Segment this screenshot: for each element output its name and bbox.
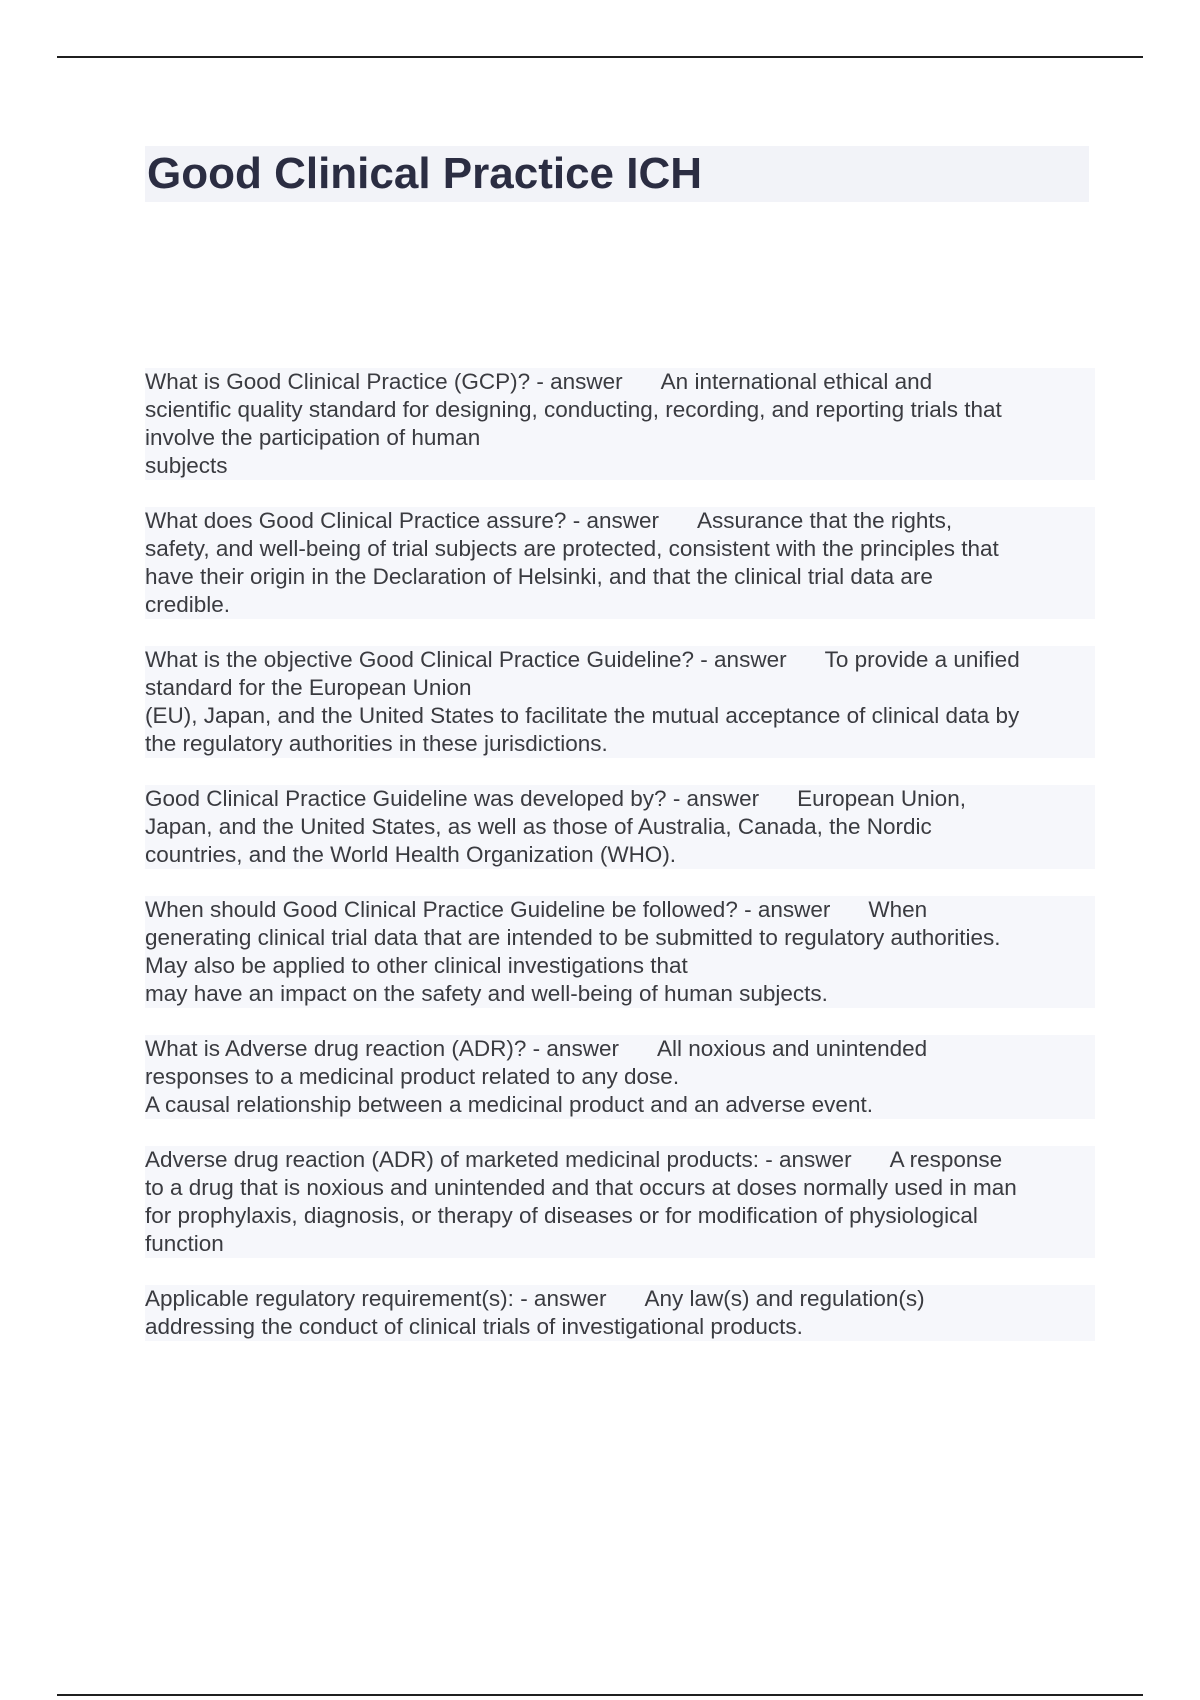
answer-line: have their origin in the Declaration of Helsinki, and that the clinical trial data are	[145, 564, 933, 589]
answer-text: To provide a unified	[824, 647, 1020, 672]
answer-line: (EU), Japan, and the United States to facilitate the mutual acceptance of clinical data by	[145, 703, 1020, 728]
qa-first-line	[145, 368, 1095, 396]
title-banner	[145, 146, 1089, 202]
answer-separator: - answer	[532, 1036, 619, 1061]
qa-entry	[145, 1285, 1095, 1341]
answer-text: An international ethical and	[660, 369, 933, 394]
answer-separator: - answer	[572, 508, 659, 533]
answer-line: May also be applied to other clinical investigations that	[145, 953, 688, 978]
qa-entry	[145, 896, 1095, 1008]
answer-text: A response	[889, 1147, 1003, 1172]
answer-text: When	[868, 897, 928, 922]
qa-entry	[145, 646, 1095, 758]
qa-entry	[145, 785, 1095, 869]
qa-first-line	[145, 1285, 1095, 1313]
question-text: Good Clinical Practice Guideline was developed by?	[145, 786, 667, 811]
answer-separator: - answer	[765, 1147, 852, 1172]
answer-text: All noxious and unintended	[656, 1036, 928, 1061]
answer-line: credible.	[145, 592, 231, 617]
qa-first-line	[145, 896, 1095, 924]
question-text: What is Good Clinical Practice (GCP)?	[145, 369, 531, 394]
top-rule	[57, 56, 1143, 58]
answer-separator: - answer	[536, 369, 623, 394]
answer-text: Any law(s) and regulation(s)	[644, 1286, 925, 1311]
qa-list	[145, 368, 1095, 1368]
answer-line: subjects	[145, 453, 228, 478]
answer-line: Japan, and the United States, as well as those of Australia, Canada, the Nordic	[145, 814, 932, 839]
answer-line: generating clinical trial data that are intended to be submitted to regulatory authorities.	[145, 925, 1001, 950]
qa-entry	[145, 368, 1095, 480]
answer-text: Assurance that the rights,	[697, 508, 953, 533]
qa-first-line	[145, 646, 1095, 674]
qa-first-line	[145, 507, 1095, 535]
question-text: When should Good Clinical Practice Guideline be followed?	[145, 897, 738, 922]
answer-line: standard for the European Union	[145, 675, 472, 700]
qa-entry	[145, 1146, 1095, 1258]
answer-line: responses to a medicinal product related to any dose.	[145, 1064, 680, 1089]
answer-line: may have an impact on the safety and well-being of human subjects.	[145, 981, 828, 1006]
bottom-rule	[57, 1694, 1143, 1696]
qa-first-line	[145, 1035, 1095, 1063]
qa-first-line	[145, 1146, 1095, 1174]
question-text: What does Good Clinical Practice assure?	[145, 508, 567, 533]
answer-line: A causal relationship between a medicinal product and an adverse event.	[145, 1092, 873, 1117]
qa-entry	[145, 507, 1095, 619]
answer-line: function	[145, 1231, 224, 1256]
answer-line: countries, and the World Health Organization (WHO).	[145, 842, 677, 867]
qa-first-line	[145, 785, 1095, 813]
question-text: Adverse drug reaction (ADR) of marketed medicinal products:	[145, 1147, 760, 1172]
answer-line: involve the participation of human	[145, 425, 481, 450]
answer-separator: - answer	[672, 786, 760, 811]
question-text: What is the objective Good Clinical Practice Guideline?	[145, 647, 695, 672]
answer-line: addressing the conduct of clinical trials of investigational products.	[145, 1314, 803, 1339]
answer-line: safety, and well-being of trial subjects are protected, consistent with the principles that	[145, 536, 999, 561]
answer-separator: - answer	[700, 647, 787, 672]
answer-line: scientific quality standard for designing, conducting, recording, and reporting trials that	[145, 397, 1002, 422]
question-text: What is Adverse drug reaction (ADR)?	[145, 1036, 527, 1061]
answer-text: European Union,	[797, 786, 966, 811]
question-text: Applicable regulatory requirement(s):	[145, 1286, 514, 1311]
answer-line: for prophylaxis, diagnosis, or therapy of diseases or for modification of physiological	[145, 1203, 978, 1228]
qa-entry	[145, 1035, 1095, 1119]
page-title: Good Clinical Practice ICH	[147, 149, 703, 198]
answer-separator: - answer	[744, 897, 831, 922]
answer-line: to a drug that is noxious and unintended and that occurs at doses normally used in man	[145, 1175, 1017, 1200]
answer-line: the regulatory authorities in these jurisdictions.	[145, 731, 608, 756]
answer-separator: - answer	[520, 1286, 607, 1311]
